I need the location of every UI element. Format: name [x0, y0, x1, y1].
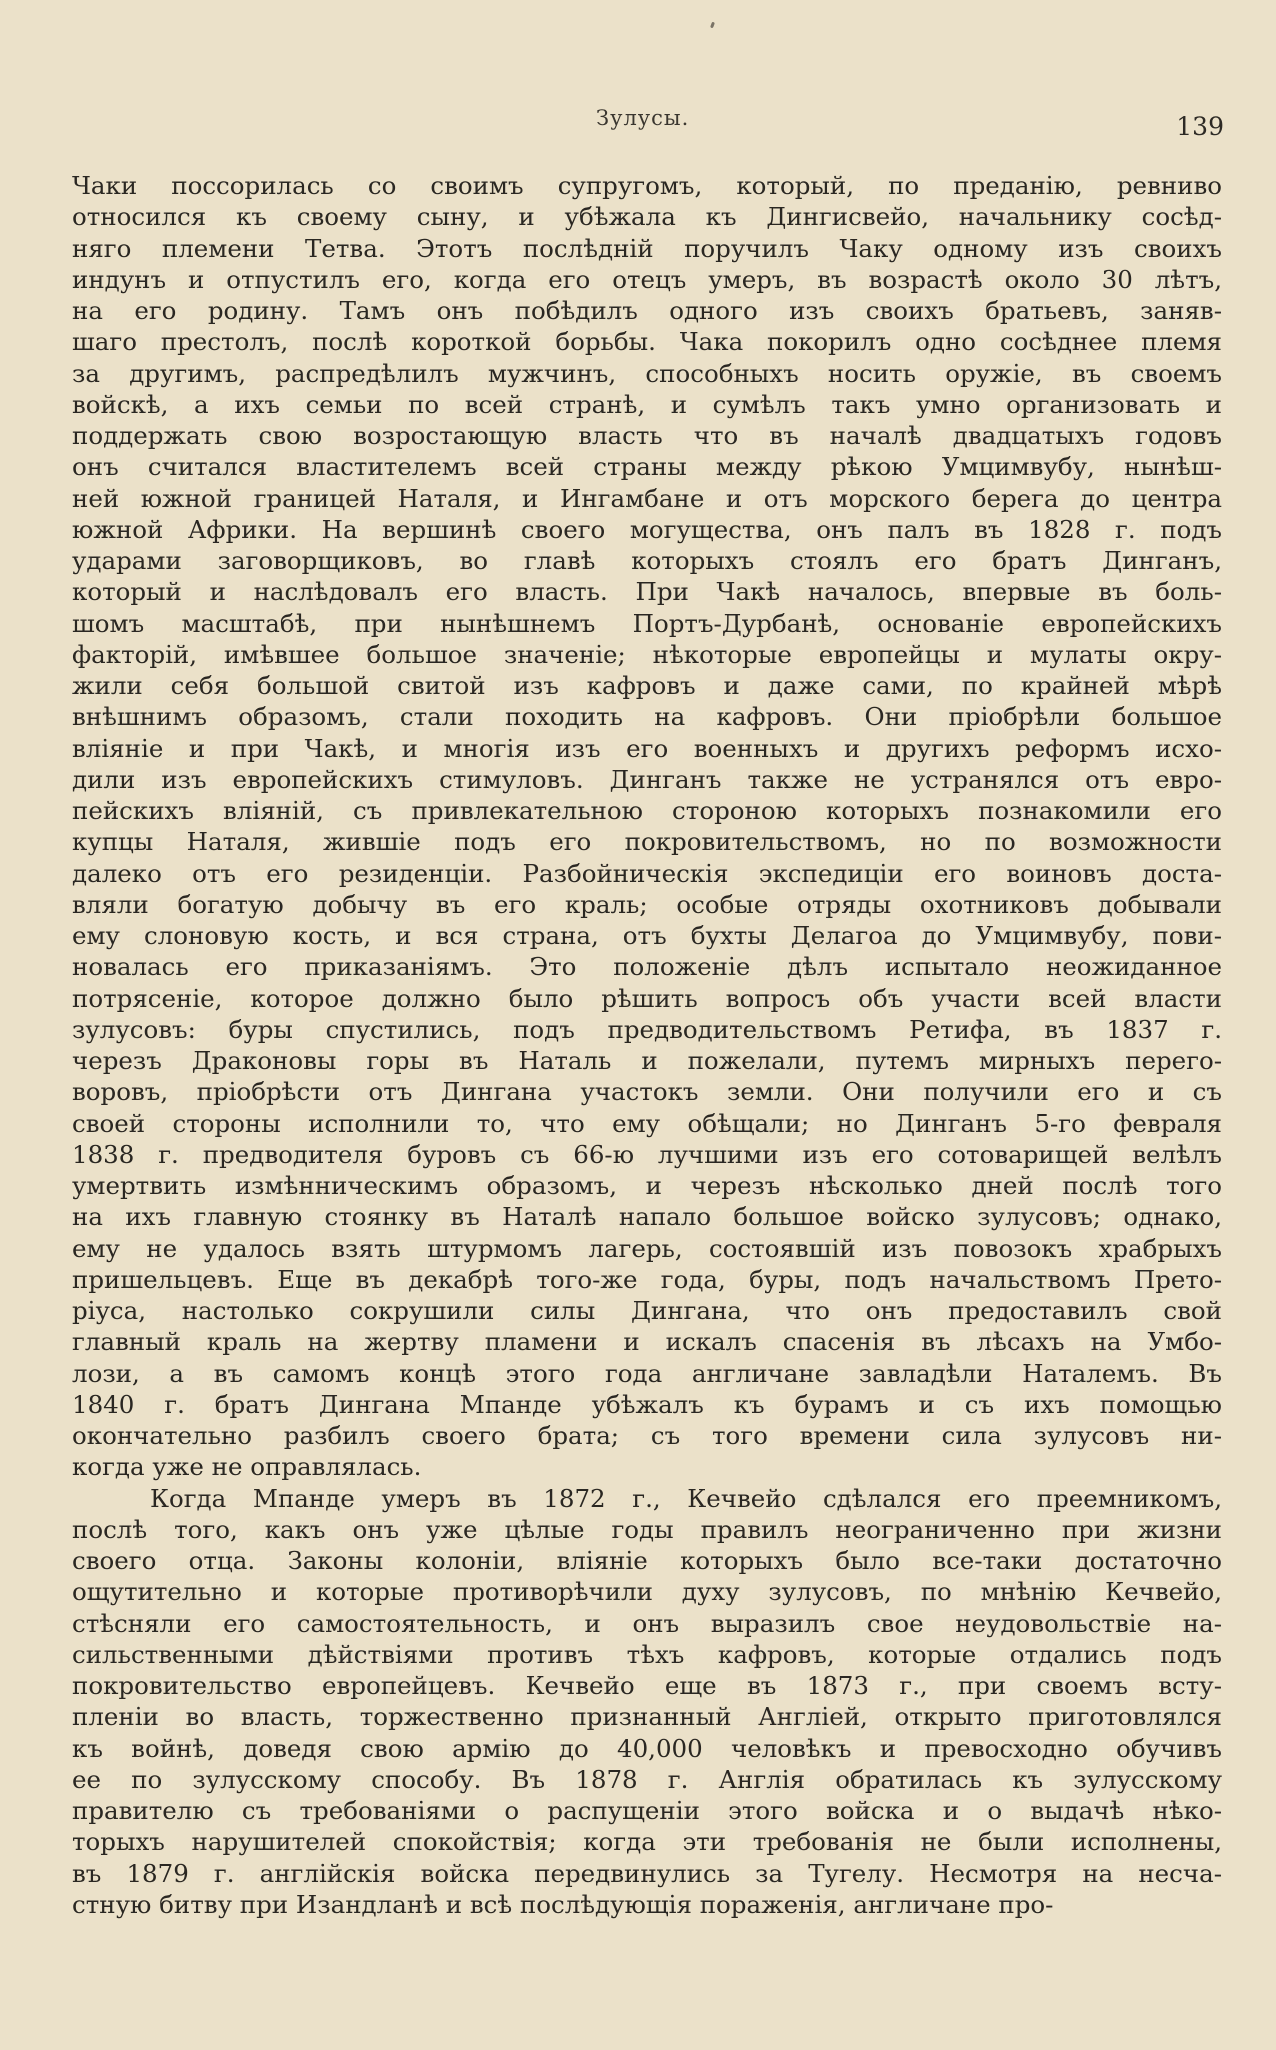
text-line: купцы Наталя, жившіе подъ его покровительствомъ, но по возможности: [72, 827, 1222, 857]
text-line: ударами заговорщиковъ, во главѣ которыхъ стоялъ его братъ Динганъ,: [72, 546, 1222, 575]
text-line: ему не удалось взять штурмомъ лагерь, состоявшій изъ повозокъ храбрыхъ: [72, 1233, 1222, 1263]
text-line: Чаки поссорилась со своимъ супругомъ, который, по преданію, ревниво: [72, 171, 1222, 200]
text-line: на ихъ главную стоянку въ Наталѣ напало большое войско зулусовъ; однако,: [72, 1202, 1222, 1232]
text-line: умертвить измѣнническимъ образомъ, и черезъ нѣсколько дней послѣ того: [72, 1171, 1222, 1200]
text-line: вліяніе и при Чакѣ, и многія изъ его военныхъ и другихъ реформъ исхо-: [72, 733, 1222, 763]
text-line: шомъ масштабѣ, при нынѣшнемъ Портъ-Дурбанѣ, основаніе европейскихъ: [72, 608, 1222, 638]
text-line: своей стороны исполнили то, что ему обѣщали; но Динганъ 5-го февраля: [72, 1108, 1222, 1138]
text-line: который и наслѣдовалъ его власть. При Чакѣ началось, впервые въ боль-: [72, 577, 1222, 607]
text-line: за другимъ, распредѣлилъ мужчинъ, способныхъ носить оружіе, въ своемъ: [72, 358, 1222, 388]
body-text: [72, 170, 1222, 1920]
text-line: далеко отъ его резиденціи. Разбойническія экспедиціи его воиновъ доста-: [72, 858, 1222, 888]
text-line: черезъ Драконовы горы въ Наталь и пожелали, путемъ мирныхъ перего-: [72, 1046, 1222, 1075]
text-line: ему слоновую кость, и вся страна, отъ бухты Делагоа до Умцимвубу, пови-: [72, 921, 1222, 950]
text-line: относился къ своему сыну, и убѣжала къ Дингисвейо, начальнику сосѣд-: [72, 202, 1222, 232]
text-line: индунъ и отпустилъ его, когда его отецъ умеръ, въ возрастѣ около 30 лѣтъ,: [72, 264, 1222, 294]
text-line: пленіи во власть, торжественно признанный Англіей, открыто приготовлялся: [72, 1702, 1222, 1732]
text-line: къ войнѣ, доведя свою армію до 40,000 человѣкъ и превосходно обучивъ: [72, 1733, 1222, 1763]
paragraph: [72, 1483, 1222, 1921]
text-line: стѣсняли его самостоятельность, и онъ выразилъ свое неудовольствіе на-: [72, 1608, 1222, 1638]
ink-speck: [710, 22, 715, 29]
text-line: дили изъ европейскихъ стимуловъ. Динганъ также не устранялся отъ евро-: [72, 764, 1222, 794]
text-line: няго племени Тетва. Этотъ послѣдній поручилъ Чаку одному изъ своихъ: [72, 233, 1222, 263]
text-line: ее по зулусскому способу. Въ 1878 г. Англія обратилась къ зулусскому: [72, 1764, 1222, 1794]
running-title: Зулусы.: [596, 106, 690, 130]
paragraph: [72, 170, 1222, 1483]
text-line: на его родину. Тамъ онъ побѣдилъ одного изъ своихъ братьевъ, заняв-: [72, 296, 1222, 325]
text-line: въ 1879 г. англійскія войска передвинулись за Тугелу. Несмотря на несча-: [72, 1858, 1222, 1888]
text-line: своего отца. Законы колоніи, вліяніе которыхъ было все-таки достаточно: [72, 1546, 1222, 1575]
text-line: пейскихъ вліяній, съ привлекательною стороною которыхъ познакомили его: [72, 796, 1222, 825]
text-line: пришельцевъ. Еще въ декабрѣ того-же года, буры, подъ начальствомъ Прето-: [72, 1264, 1222, 1294]
text-line: Когда Мпанде умеръ въ 1872 г., Кечвейо сдѣлался его преемникомъ,: [150, 1483, 1222, 1513]
text-line: воровъ, пріобрѣсти отъ Дингана участокъ земли. Они получили его и съ: [72, 1077, 1222, 1107]
text-line: главный краль на жертву пламени и искалъ спасенія въ лѣсахъ на Умбо-: [72, 1327, 1222, 1357]
text-line: когда уже не оправлялась.: [72, 1452, 422, 1482]
text-line: новалась его приказаніямъ. Это положеніе дѣлъ испытало неожиданное: [72, 952, 1222, 982]
text-line: стную битву при Изандланѣ и всѣ послѣдующія пораженія, англичане про-: [72, 1889, 1054, 1919]
text-line: ріуса, настолько сокрушили силы Дингана, что онъ предоставилъ свой: [72, 1296, 1222, 1325]
text-line: поддержать свою возростающую власть что въ началѣ двадцатыхъ годовъ: [72, 421, 1222, 450]
page-number: 139: [1176, 112, 1224, 141]
text-line: внѣшнимъ образомъ, стали походить на кафровъ. Они пріобрѣли большое: [72, 702, 1222, 732]
text-line: ощутительно и которые противорѣчили духу зулусовъ, по мнѣнію Кечвейо,: [72, 1577, 1222, 1607]
text-line: потрясеніе, которое должно было рѣшить вопросъ объ участи всей власти: [72, 983, 1222, 1013]
text-line: окончательно разбилъ своего брата; съ того времени сила зулусовъ ни-: [72, 1421, 1222, 1450]
text-line: жили себя большой свитой изъ кафровъ и даже сами, по крайней мѣрѣ: [72, 671, 1222, 700]
text-line: онъ считался властителемъ всей страны между рѣкою Умцимвубу, нынѣш-: [72, 452, 1222, 482]
text-line: вляли богатую добычу въ его краль; особые отряды охотниковъ добывали: [72, 889, 1222, 919]
text-line: 1840 г. братъ Дингана Мпанде убѣжалъ къ бурамъ и съ ихъ помощью: [72, 1389, 1222, 1419]
text-line: южной Африки. На вершинѣ своего могущества, онъ палъ въ 1828 г. подъ: [72, 514, 1222, 544]
text-line: покровительство европейцевъ. Кечвейо еще въ 1873 г., при своемъ всту-: [72, 1671, 1222, 1700]
text-line: ней южной границей Наталя, и Ингамбане и отъ морского берега до центра: [72, 483, 1222, 513]
text-line: шаго престолъ, послѣ короткой борьбы. Чака покорилъ одно сосѣднее племя: [72, 327, 1222, 357]
text-line: зулусовъ: буры спустились, подъ предводительствомъ Ретифа, въ 1837 г.: [72, 1014, 1222, 1044]
text-line: войскѣ, а ихъ семьи по всей странѣ, и сумѣлъ такъ умно организовать и: [72, 389, 1222, 419]
text-line: лози, а въ самомъ концѣ этого года англичане завладѣли Наталемъ. Въ: [72, 1358, 1222, 1388]
text-line: сильственными дѣйствіями противъ тѣхъ кафровъ, которые отдались подъ: [72, 1639, 1222, 1669]
text-line: правителю съ требованіями о распущеніи этого войска и о выдачѣ нѣко-: [72, 1796, 1222, 1825]
text-line: 1838 г. предводителя буровъ съ 66-ю лучшими изъ его сотоварищей велѣлъ: [72, 1139, 1222, 1169]
text-line: послѣ того, какъ онъ уже цѣлые годы правилъ неограниченно при жизни: [72, 1514, 1222, 1544]
text-line: торыхъ нарушителей спокойствія; когда эти требованія не были исполнены,: [72, 1827, 1222, 1857]
text-line: факторій, имѣвшее большое значеніе; нѣкоторые европейцы и мулаты окру-: [72, 639, 1222, 669]
